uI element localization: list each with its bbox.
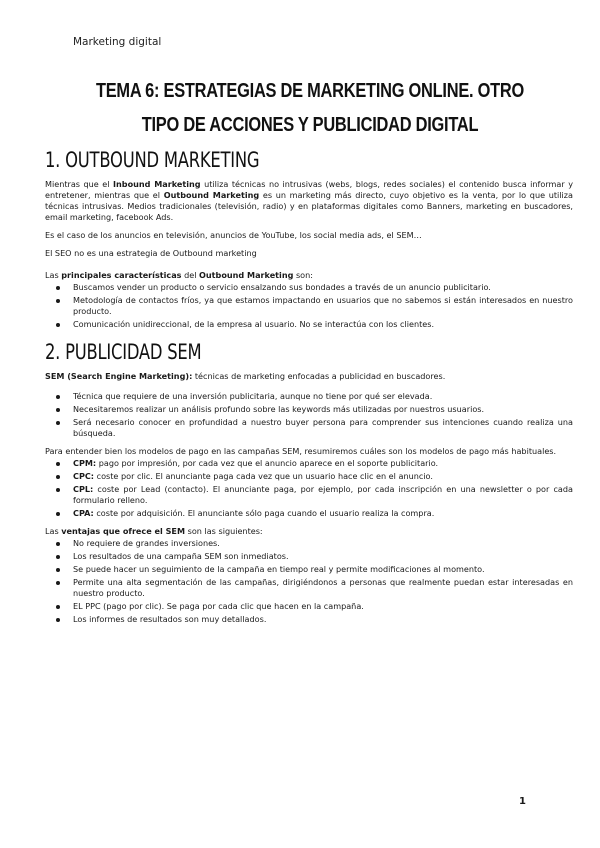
section-heading-sem: 2. PUBLICIDAD SEM [45,340,202,364]
list-item: Necesitaremos realizar un análisis profundo sobre las keywords más utilizadas por nuestros usuarios. [73,404,573,415]
page-title: TEMA 6: ESTRATEGIAS DE MARKETING ONLINE. OTRO TIPO DE ACCIONES Y PUBLICIDAD DIGITAL [95,80,525,136]
advantages-list [45,538,573,625]
document-body [45,145,573,632]
list-item: CPL: coste por Lead (contacto). El anunciante paga, por ejemplo, por cada inscripción en una newsletter o por cada formulario relleno. [73,484,573,505]
running-header: Marketing digital [73,36,162,48]
features-list [45,282,573,330]
list-item: No requiere de grandes inversiones. [73,538,573,549]
features-lead: Las principales características del Outbound Marketing son: [45,270,313,280]
paragraph-examples: Es el caso de los anuncios en televisión, anuncios de YouTube, los social media ads, el SEM… [45,230,422,240]
list-item: CPA: coste por adquisición. El anunciante sólo paga cuando el usuario realiza la compra. [73,508,573,519]
list-item: EL PPC (pago por clic). Se paga por cada clic que hacen en la campaña. [73,601,573,612]
list-item: Los informes de resultados son muy detallados. [73,614,573,625]
page-number: 1 [519,796,526,807]
list-item: Será necesario conocer en profundidad a nuestro buyer persona para comprender sus intenciones cuando realiza una búsqueda. [73,417,573,438]
sem-points-list [45,391,573,439]
list-item: Metodología de contactos fríos, ya que estamos impactando en usuarios que no sabemos si están interesados en nuestro producto. [73,295,573,316]
list-item: CPC: coste por clic. El anunciante paga cada vez que un usuario hace clic en el anuncio. [73,471,573,482]
paragraph-outbound-definition: Mientras que el Inbound Marketing utiliza técnicas no intrusivas (webs, blogs, redes sociales) el contenido busca informar y entretener, mientras que el Outbound Marketing es un marketing más directo, cuyo objetivo es la venta, por lo que utiliza técnicas intrusivas. Medios tradicionales (televisión, radio) y en plataformas digitales como Banners, marketing en buscadores, email marketing, facebook Ads. [45,179,573,222]
list-item: Se puede hacer un seguimiento de la campaña en tiempo real y permite modificaciones al momento. [73,564,573,575]
list-item: Técnica que requiere de una inversión publicitaria, aunque no tiene por qué ser elevada. [73,391,573,402]
section-heading-outbound: 1. OUTBOUND MARKETING [45,148,260,172]
list-item: Los resultados de una campaña SEM son inmediatos. [73,551,573,562]
advantages-lead: Las ventajas que ofrece el SEM son las siguientes: [45,526,263,536]
models-lead: Para entender bien los modelos de pago en las campañas SEM, resumiremos cuáles son los modelos de pago más habituales. [45,446,557,456]
list-item: Buscamos vender un producto o servicio ensalzando sus bondades a través de un anuncio publicitario. [73,282,573,293]
paragraph-sem-definition: SEM (Search Engine Marketing): técnicas de marketing enfocadas a publicidad en buscadores. [45,371,446,381]
list-item: Comunicación unidireccional, de la empresa al usuario. No se interactúa con los clientes. [73,319,573,330]
list-item: CPM: pago por impresión, por cada vez que el anuncio aparece en el soporte publicitario. [73,458,573,469]
list-item: Permite una alta segmentación de las campañas, dirigiéndonos a personas que realmente puedan estar interesadas en nuestro producto. [73,577,573,598]
paragraph-seo-note: El SEO no es una estrategia de Outbound marketing [45,248,257,258]
payment-models-list [45,458,573,519]
